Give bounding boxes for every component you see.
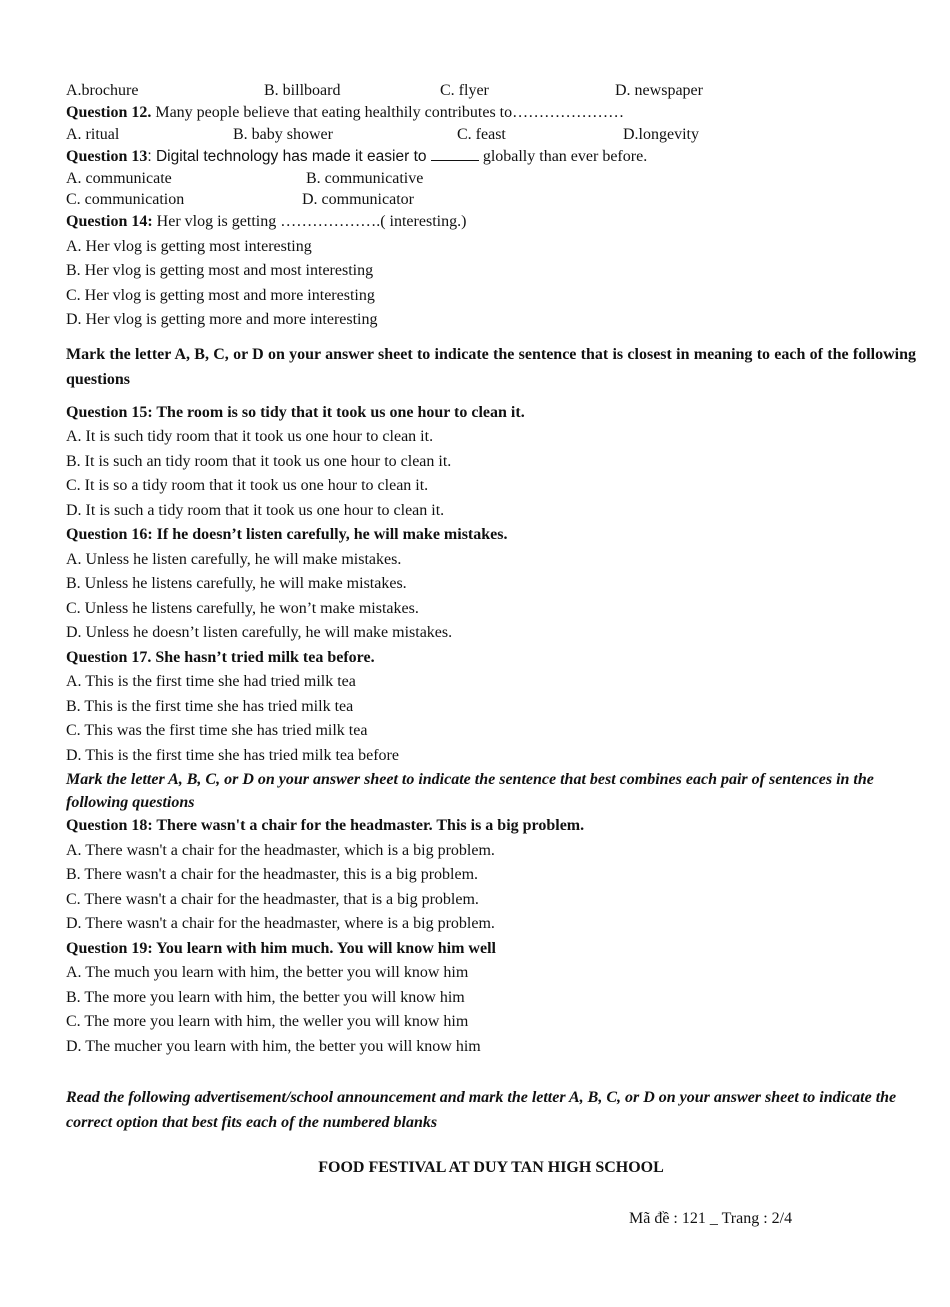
q17-option-b: B. This is the first time she has tried milk tea bbox=[66, 697, 354, 715]
q13-option-a: A. communicate bbox=[66, 170, 172, 187]
q17-option-a: A. This is the first time she had tried milk tea bbox=[66, 673, 356, 690]
q14-number: Question 14: bbox=[66, 213, 153, 230]
q12-option-a: A. ritual bbox=[66, 126, 120, 143]
q11-option-c: C. flyer bbox=[440, 82, 489, 99]
passage-title: FOOD FESTIVAL AT DUY TAN HIGH SCHOOL bbox=[318, 1159, 664, 1176]
q15-option-c: C. It is so a tidy room that it took us one hour to clean it. bbox=[66, 477, 429, 494]
q14-option-a: A. Her vlog is getting most interesting bbox=[66, 237, 312, 255]
q14-option-b: B. Her vlog is getting most and most interesting bbox=[66, 262, 374, 279]
q16-option-a: A. Unless he listen carefully, he will make mistakes. bbox=[66, 550, 402, 568]
q15-stem: Question 15: The room is so tidy that it took us one hour to clean it. bbox=[66, 403, 525, 421]
q19-option-d: D. The mucher you learn with him, the better you will know him bbox=[66, 1037, 481, 1055]
q12-number: Question 12. bbox=[66, 104, 152, 121]
q13-options-ab bbox=[66, 168, 916, 189]
q11-option-b: B. billboard bbox=[264, 82, 341, 99]
q17-stem: Question 17. She hasn’t tried milk tea before. bbox=[66, 648, 375, 666]
q16-option-d: D. Unless he doesn’t listen carefully, he will make mistakes. bbox=[66, 624, 453, 641]
q18-option-a: A. There wasn't a chair for the headmaster, which is a big problem. bbox=[66, 841, 495, 859]
q17-option-d: D. This is the first time she has tried milk tea before bbox=[66, 746, 399, 764]
q14-stem bbox=[66, 210, 916, 235]
q12-text: Many people believe that eating healthily contributes to………………… bbox=[151, 104, 625, 121]
q18-option-d: D. There wasn't a chair for the headmaster, where is a big problem. bbox=[66, 915, 495, 932]
q13-options-cd bbox=[66, 189, 916, 210]
section-closest-meaning: Mark the letter A, B, C, or D on your answer sheet to indicate the sentence that is closest in meaning to each of the following questions bbox=[66, 345, 916, 388]
q16-option-b: B. Unless he listens carefully, he will make mistakes. bbox=[66, 575, 407, 592]
q13-text-after: globally than ever before. bbox=[478, 148, 648, 165]
q18-option-b: B. There wasn't a chair for the headmaster, this is a big problem. bbox=[66, 866, 479, 883]
q15-option-b: B. It is such an tidy room that it took us one hour to clean it. bbox=[66, 452, 452, 470]
q19-option-b: B. The more you learn with him, the better you will know him bbox=[66, 988, 465, 1006]
q18-stem: Question 18: There wasn't a chair for the headmaster. This is a big problem. bbox=[66, 817, 585, 834]
q13-stem bbox=[66, 146, 916, 168]
q13-text-before: : Digital technology has made it easier to bbox=[147, 148, 431, 165]
q19-option-a: A. The much you learn with him, the better you will know him bbox=[66, 964, 469, 981]
q12-option-c: C. feast bbox=[457, 126, 506, 143]
q19-stem: Question 19: You learn with him much. You will know him well bbox=[66, 939, 496, 957]
q18-option-c: C. There wasn't a chair for the headmaster, that is a big problem. bbox=[66, 890, 479, 908]
q12-option-b: B. baby shower bbox=[233, 126, 333, 143]
section-combine-sentences: Mark the letter A, B, C, or D on your answer sheet to indicate the sentence that best combines each pair of sentences in the following questions bbox=[66, 771, 874, 811]
q11-options bbox=[66, 80, 916, 102]
q13-blank bbox=[431, 146, 479, 161]
q12-option-d: D.longevity bbox=[623, 126, 699, 143]
q14-text: Her vlog is getting ……………….( interesting.) bbox=[152, 213, 467, 230]
q11-option-a: A.brochure bbox=[66, 82, 139, 99]
q14-option-c: C. Her vlog is getting most and more interesting bbox=[66, 286, 375, 304]
q15-option-d: D. It is such a tidy room that it took us one hour to clean it. bbox=[66, 501, 445, 519]
q13-option-c: C. communication bbox=[66, 191, 185, 208]
section-reading: Read the following advertisement/school announcement and mark the letter A, B, C, or D on your answer sheet to indicate the correct option that best fits each of the numbered blanks bbox=[66, 1089, 897, 1131]
q15-option-a: A. It is such tidy room that it took us one hour to clean it. bbox=[66, 428, 434, 445]
q17-option-c: C. This was the first time she has tried milk tea bbox=[66, 722, 368, 739]
q13-option-d: D. communicator bbox=[302, 191, 414, 208]
q13-option-b: B. communicative bbox=[306, 170, 424, 187]
q16-option-c: C. Unless he listens carefully, he won’t make mistakes. bbox=[66, 599, 419, 617]
q13-number: Question 13 bbox=[66, 148, 148, 165]
exam-page bbox=[66, 80, 916, 1177]
q19-option-c: C. The more you learn with him, the weller you will know him bbox=[66, 1013, 469, 1030]
q11-option-d: D. newspaper bbox=[615, 82, 703, 99]
q16-stem: Question 16: If he doesn’t listen carefully, he will make mistakes. bbox=[66, 526, 508, 543]
page-footer: Mã đề : 121 _ Trang : 2/4 bbox=[629, 1210, 793, 1227]
q12-options bbox=[66, 124, 916, 146]
q12-stem bbox=[66, 102, 916, 124]
q14-option-d: D. Her vlog is getting more and more interesting bbox=[66, 311, 378, 328]
